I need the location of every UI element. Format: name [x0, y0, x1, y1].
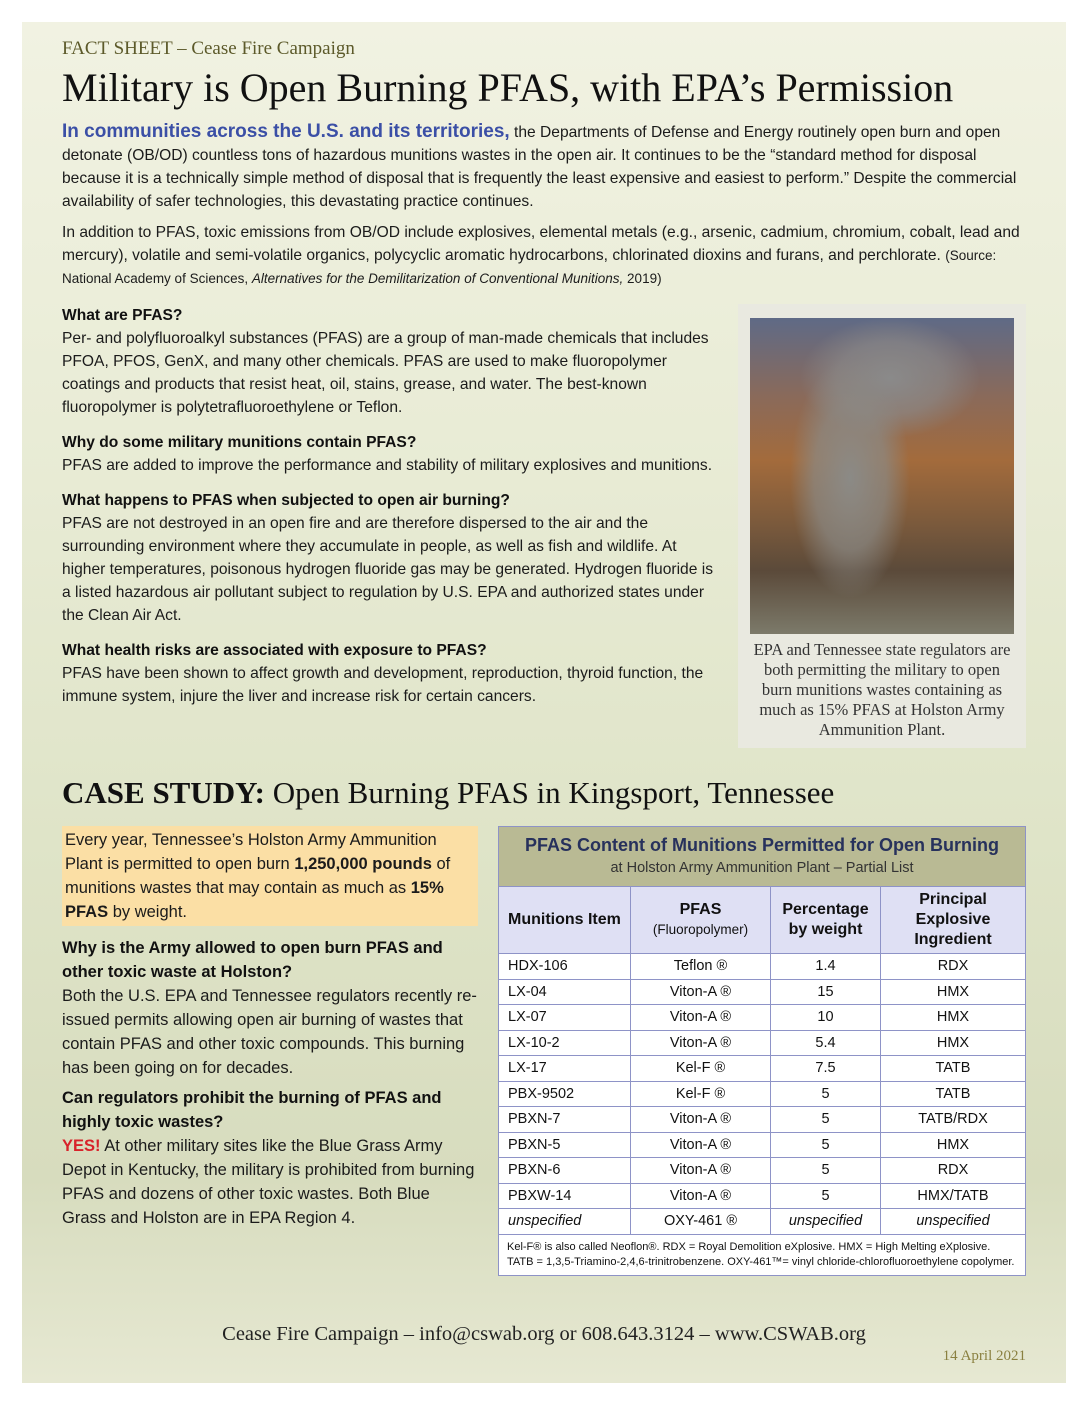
emissions-paragraph: [62, 221, 1026, 290]
item-cell: PBXN-5: [499, 1132, 631, 1158]
item-cell: PBXN-7: [499, 1107, 631, 1133]
source-post: 2019): [623, 271, 662, 286]
pfas-cell: Viton-A ®: [631, 1132, 771, 1158]
highlight-bold: 15% PFAS: [65, 879, 444, 921]
answer-text: At other military sites like the Blue Grass Army Depot in Kentucky, the military is prohibited from burning PFAS and dozens of other toxic wastes. Both Blue Grass and Holston are in EPA Region 4.: [62, 1137, 475, 1227]
pfas-cell: Kel-F ®: [631, 1081, 771, 1107]
percentage-cell: unspecified: [771, 1209, 881, 1235]
question: What health risks are associated with exposure to PFAS?: [62, 642, 487, 659]
question: What happens to PFAS when subjected to open air burning?: [62, 492, 510, 509]
percentage-cell: 5: [771, 1183, 881, 1209]
answer: PFAS have been shown to affect growth and development, reproduction, thyroid function, the immune system, injure the liver and increase risk for certain cancers.: [62, 665, 704, 705]
item-cell: HDX-106: [499, 954, 631, 980]
table-subtitle: at Holston Army Ammunition Plant – Partial List: [610, 860, 914, 876]
case-study-heading: [62, 774, 1026, 812]
ingredient-cell: RDX: [881, 954, 1026, 980]
table-row: [499, 954, 1026, 980]
kicker: FACT SHEET – Cease Fire Campaign: [62, 38, 355, 59]
ingredient-cell: RDX: [881, 1158, 1026, 1184]
question: Why is the Army allowed to open burn PFAS and other toxic waste at Holston?: [62, 939, 443, 981]
highlight-text: by weight.: [108, 903, 187, 921]
answer: Both the U.S. EPA and Tennessee regulators recently re-issued permits allowing open air burning of wastes that contain PFAS and other toxic compounds. This burning has been going on for decades.: [62, 987, 477, 1077]
smoke-photo: [750, 318, 1014, 634]
percentage-cell: 10: [771, 1005, 881, 1031]
answer: [62, 1134, 478, 1230]
table-row: [499, 1158, 1026, 1184]
table-row: [499, 1005, 1026, 1031]
percentage-cell: 15: [771, 979, 881, 1005]
percentage-cell: 5: [771, 1132, 881, 1158]
pfas-cell: Viton-A ®: [631, 1030, 771, 1056]
item-cell: LX-07: [499, 1005, 631, 1031]
photo-box: [738, 304, 1026, 748]
table-row: [499, 1056, 1026, 1082]
item-cell: PBXN-6: [499, 1158, 631, 1184]
case-study-label: CASE STUDY:: [62, 775, 265, 810]
answer: PFAS are added to improve the performance and stability of military explosives and munitions.: [62, 457, 713, 474]
pfas-cell: Viton-A ®: [631, 1107, 771, 1133]
table-row: [499, 1183, 1026, 1209]
case-study-title: Open Burning PFAS in Kingsport, Tennessee: [265, 775, 835, 810]
publication-date: 14 April 2021: [942, 1348, 1026, 1364]
percentage-cell: 5.4: [771, 1030, 881, 1056]
pfas-cell: Viton-A ®: [631, 1158, 771, 1184]
case-qa: [62, 936, 478, 1230]
footer-contact: Cease Fire Campaign – info@cswab.org or 608.643.3124 – www.CSWAB.org: [222, 1323, 866, 1345]
pfas-sub: (Fluoropolymer): [652, 922, 749, 937]
highlight-text: of munitions wastes that may contain as much as: [65, 855, 451, 897]
ingredient-cell: TATB/RDX: [881, 1107, 1026, 1133]
answer: PFAS are not destroyed in an open fire and are therefore dispersed to the air and the surrounding environment where they accumulate in people, as well as fish and wildlife. At higher temperatures, poisonous hydrogen fluoride gas may be generated. Hydrogen fluoride is a listed hazardous air pollutant subject to regulation by U.S. EPA and authorized states under the Clean Air Act.: [62, 515, 714, 624]
col-header-pfas: [631, 887, 771, 954]
table-footnote: Kel-F® is also called Neoflon®. RDX = Royal Demolition eXplosive. HMX = High Melting eXplosive. TATB = 1,3,5-Triamino-2,4,6-trinitrobenzene. OXY-461™= vinyl chloride-chlorofluoroethylene copolymer.: [499, 1234, 1026, 1275]
emissions-text: In addition to PFAS, toxic emissions from OB/OD include explosives, elemental metals (e.g., arsenic, cadmium, chromium, cobalt, lead and mercury), volatile and semi-volatile organics, polycyclic aromatic hydrocarbons, chlorinated dioxins and furans, and perchlorate.: [62, 224, 1020, 264]
percentage-cell: 7.5: [771, 1056, 881, 1082]
table-title-cell: [499, 827, 1026, 887]
ingredient-cell: HMX: [881, 1030, 1026, 1056]
ingredient-cell: TATB: [881, 1056, 1026, 1082]
percentage-cell: 5: [771, 1158, 881, 1184]
item-cell: LX-04: [499, 979, 631, 1005]
pfas-cell: Teflon ®: [631, 954, 771, 980]
pfas-cell: Viton-A ®: [631, 1183, 771, 1209]
highlight-bold: 1,250,000 pounds: [294, 855, 432, 873]
ingredient-cell: HMX: [881, 1005, 1026, 1031]
table-row: [499, 1209, 1026, 1235]
item-cell: LX-10-2: [499, 1030, 631, 1056]
source-pre: (Source: National Academy of Sciences,: [62, 248, 997, 286]
item-cell: PBX-9502: [499, 1081, 631, 1107]
intro-text: the Departments of Defense and Energy routinely open burn and open detonate (OB/OD) countless tons of hazardous munitions wastes in the open air. It continues to be the “standard method for disposal because it is a technically simple method of disposal that is frequently the least expensive and easiest to perform.” Despite the commercial availability of safer technologies, this devastating practice continues.: [62, 124, 1017, 210]
question: Why do some military munitions contain PFAS?: [62, 434, 417, 451]
col-header-percentage: Percentage by weight: [771, 887, 881, 954]
pfas-cell: Viton-A ®: [631, 1005, 771, 1031]
percentage-cell: 5: [771, 1081, 881, 1107]
col-header-ingredient: Principal Explosive Ingredient: [881, 887, 1026, 954]
table-row: [499, 1081, 1026, 1107]
col-header-item: Munitions Item: [499, 887, 631, 954]
pfas-cell: Kel-F ®: [631, 1056, 771, 1082]
item-cell: LX-17: [499, 1056, 631, 1082]
question: Can regulators prohibit the burning of PFAS and highly toxic wastes?: [62, 1089, 442, 1131]
qa-section: [62, 304, 718, 708]
table-row: [499, 1132, 1026, 1158]
yes-label: YES!: [62, 1137, 101, 1155]
percentage-cell: 5: [771, 1107, 881, 1133]
case-left-column: [62, 826, 478, 1230]
source-title: Alternatives for the Demilitarization of Conventional Munitions,: [251, 271, 624, 286]
fact-sheet-page: [22, 22, 1066, 1383]
table-row: [499, 1030, 1026, 1056]
highlight-box: [62, 826, 478, 926]
percentage-cell: 1.4: [771, 954, 881, 980]
pfas-cell: OXY-461 ®: [631, 1209, 771, 1235]
ingredient-cell: TATB: [881, 1081, 1026, 1107]
pfas-cell: Viton-A ®: [631, 979, 771, 1005]
table-row: [499, 1107, 1026, 1133]
item-cell: PBXW-14: [499, 1183, 631, 1209]
ingredient-cell: HMX: [881, 1132, 1026, 1158]
ingredient-cell: HMX: [881, 979, 1026, 1005]
table-title: PFAS Content of Munitions Permitted for Open Burning: [525, 835, 999, 855]
pfas-label: PFAS: [679, 901, 722, 918]
page-footer: [62, 1299, 1026, 1365]
photo-caption: EPA and Tennessee state regulators are both permitting the military to open burn munitions wastes containing as much as 15% PFAS at Holston Army Ammunition Plant.: [753, 640, 1011, 739]
pfas-munitions-table: [498, 826, 1026, 1276]
ingredient-cell: unspecified: [881, 1209, 1026, 1235]
question: What are PFAS?: [62, 307, 183, 324]
intro-lead: In communities across the U.S. and its territories,: [62, 121, 510, 142]
ingredient-cell: HMX/TATB: [881, 1183, 1026, 1209]
item-cell: unspecified: [499, 1209, 631, 1235]
table-row: [499, 979, 1026, 1005]
intro-paragraph: [62, 120, 1026, 213]
highlight-text: Every year, Tennessee’s Holston Army Ammunition Plant is permitted to open burn: [65, 831, 437, 873]
answer: Per- and polyfluoroalkyl substances (PFAS) are a group of man-made chemicals that includes PFOA, PFOS, GenX, and many other chemicals. PFAS are used to make fluoropolymer coatings and products that resist heat, oil, stains, grease, and water. The best-known fluoropolymer is polytetrafluoroethylene or Teflon.: [62, 330, 709, 416]
page-title: Military is Open Burning PFAS, with EPA’s Permission: [62, 65, 954, 110]
